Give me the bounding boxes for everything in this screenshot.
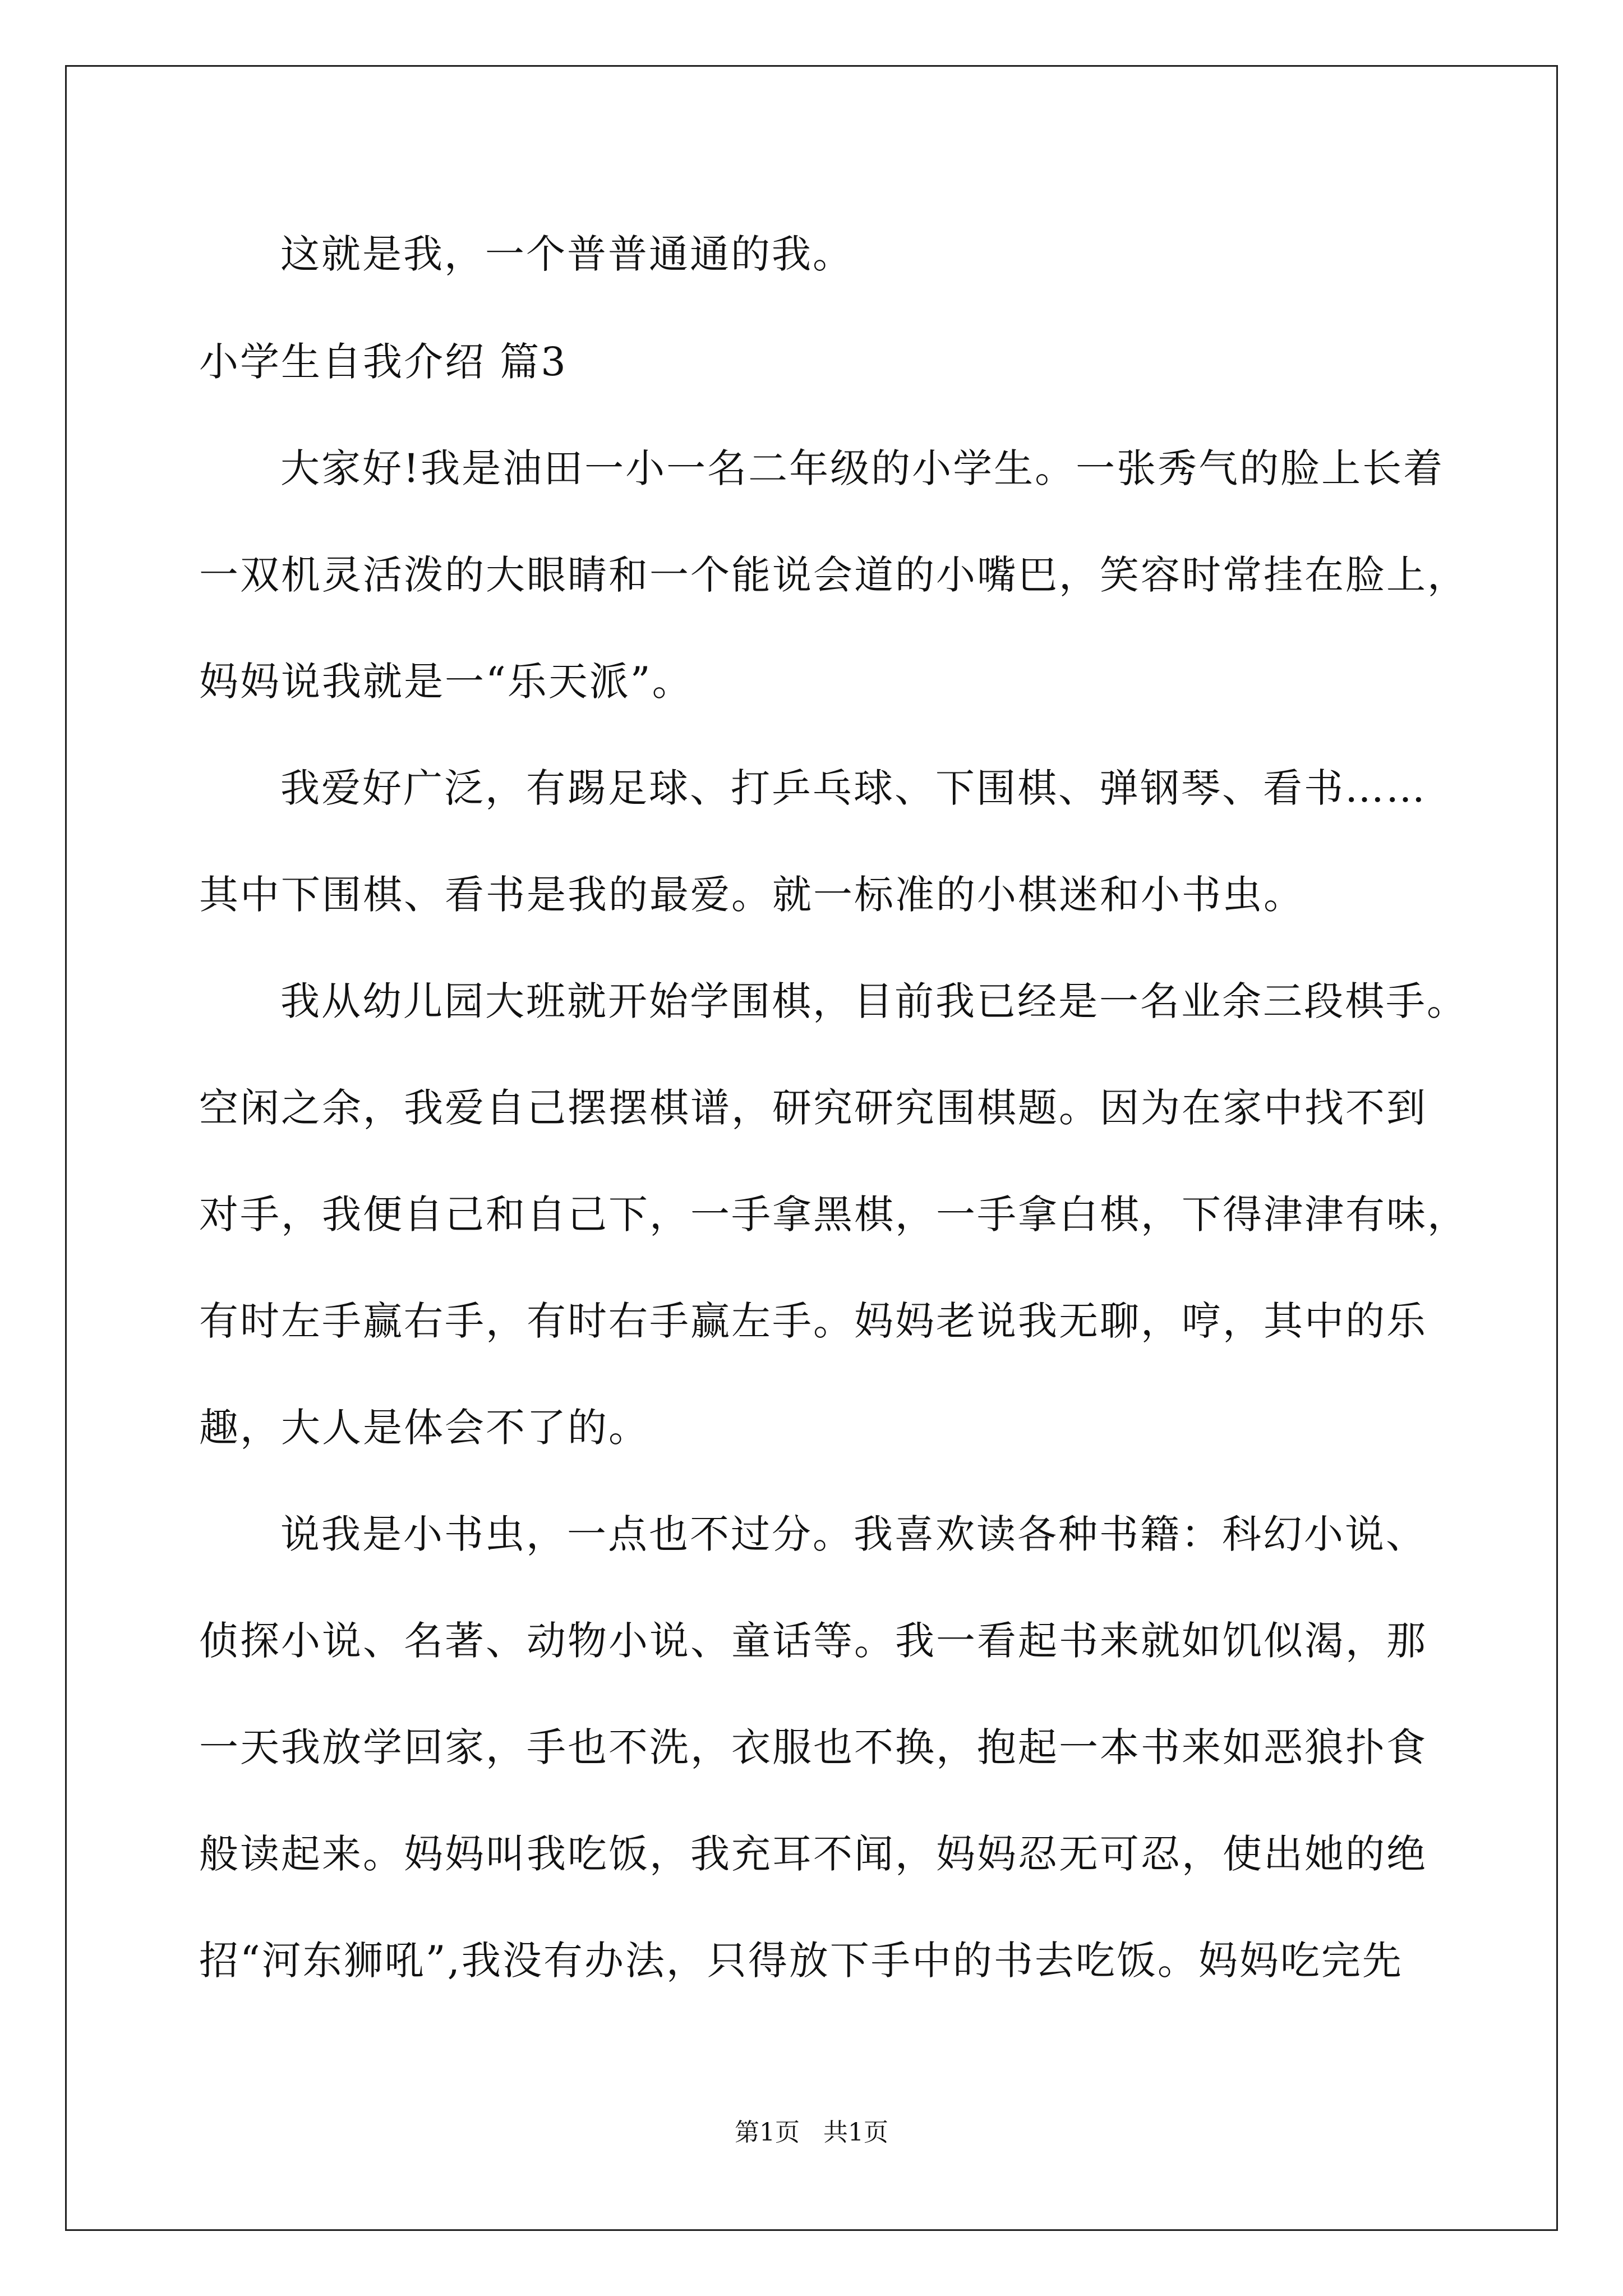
paragraph-line: 一双机灵活泼的大眼睛和一个能说会道的小嘴巴，笑容时常挂在脸上， xyxy=(199,552,1468,598)
paragraph-line: 一天我放学回家，手也不洗，衣服也不换，抱起一本书来如恶狼扑食 xyxy=(199,1724,1427,1770)
paragraph-line: 侦探小说、名著、动物小说、童话等。我一看起书来就如饥似渴，那 xyxy=(199,1618,1427,1664)
paragraph-line: 有时左手赢右手，有时右手赢左手。妈妈老说我无聊，哼，其中的乐 xyxy=(199,1298,1427,1344)
page-footer: 第1页 共1页 xyxy=(735,2118,888,2147)
section-heading: 小学生自我介绍 篇3 xyxy=(199,339,568,385)
paragraph-line: 说我是小书虫，一点也不过分。我喜欢读各种书籍：科幻小说、 xyxy=(280,1511,1427,1557)
paragraph-line: 大家好!我是油田一小一名二年级的小学生。一张秀气的脸上长着 xyxy=(280,445,1445,491)
paragraph-line: 招“河东狮吼”,我没有办法，只得放下手中的书去吃饭。妈妈吃完先 xyxy=(199,1938,1403,1984)
paragraph-line: 般读起来。妈妈叫我吃饭，我充耳不闻，妈妈忍无可忍，使出她的绝 xyxy=(199,1831,1427,1877)
paragraph-line: 这就是我，一个普普通通的我。 xyxy=(280,231,854,277)
page-border xyxy=(65,65,1558,2231)
paragraph-line: 其中下围棋、看书是我的最爱。就一标准的小棋迷和小书虫。 xyxy=(199,872,1304,918)
paragraph-line: 妈妈说我就是一“乐天派”。 xyxy=(199,659,693,705)
paragraph-line: 空闲之余，我爱自己摆摆棋谱，研究研究围棋题。因为在家中找不到 xyxy=(199,1085,1427,1131)
paragraph-line: 趣，大人是体会不了的。 xyxy=(199,1405,649,1451)
paragraph-line: 我从幼儿园大班就开始学围棋，目前我已经是一名业余三段棋手。 xyxy=(280,978,1468,1024)
paragraph-line: 我爱好广泛，有踢足球、打乒乓球、下围棋、弹钢琴、看书…… xyxy=(280,765,1427,811)
paragraph-line: 对手，我便自己和自己下，一手拿黑棋，一手拿白棋，下得津津有味， xyxy=(199,1191,1468,1237)
